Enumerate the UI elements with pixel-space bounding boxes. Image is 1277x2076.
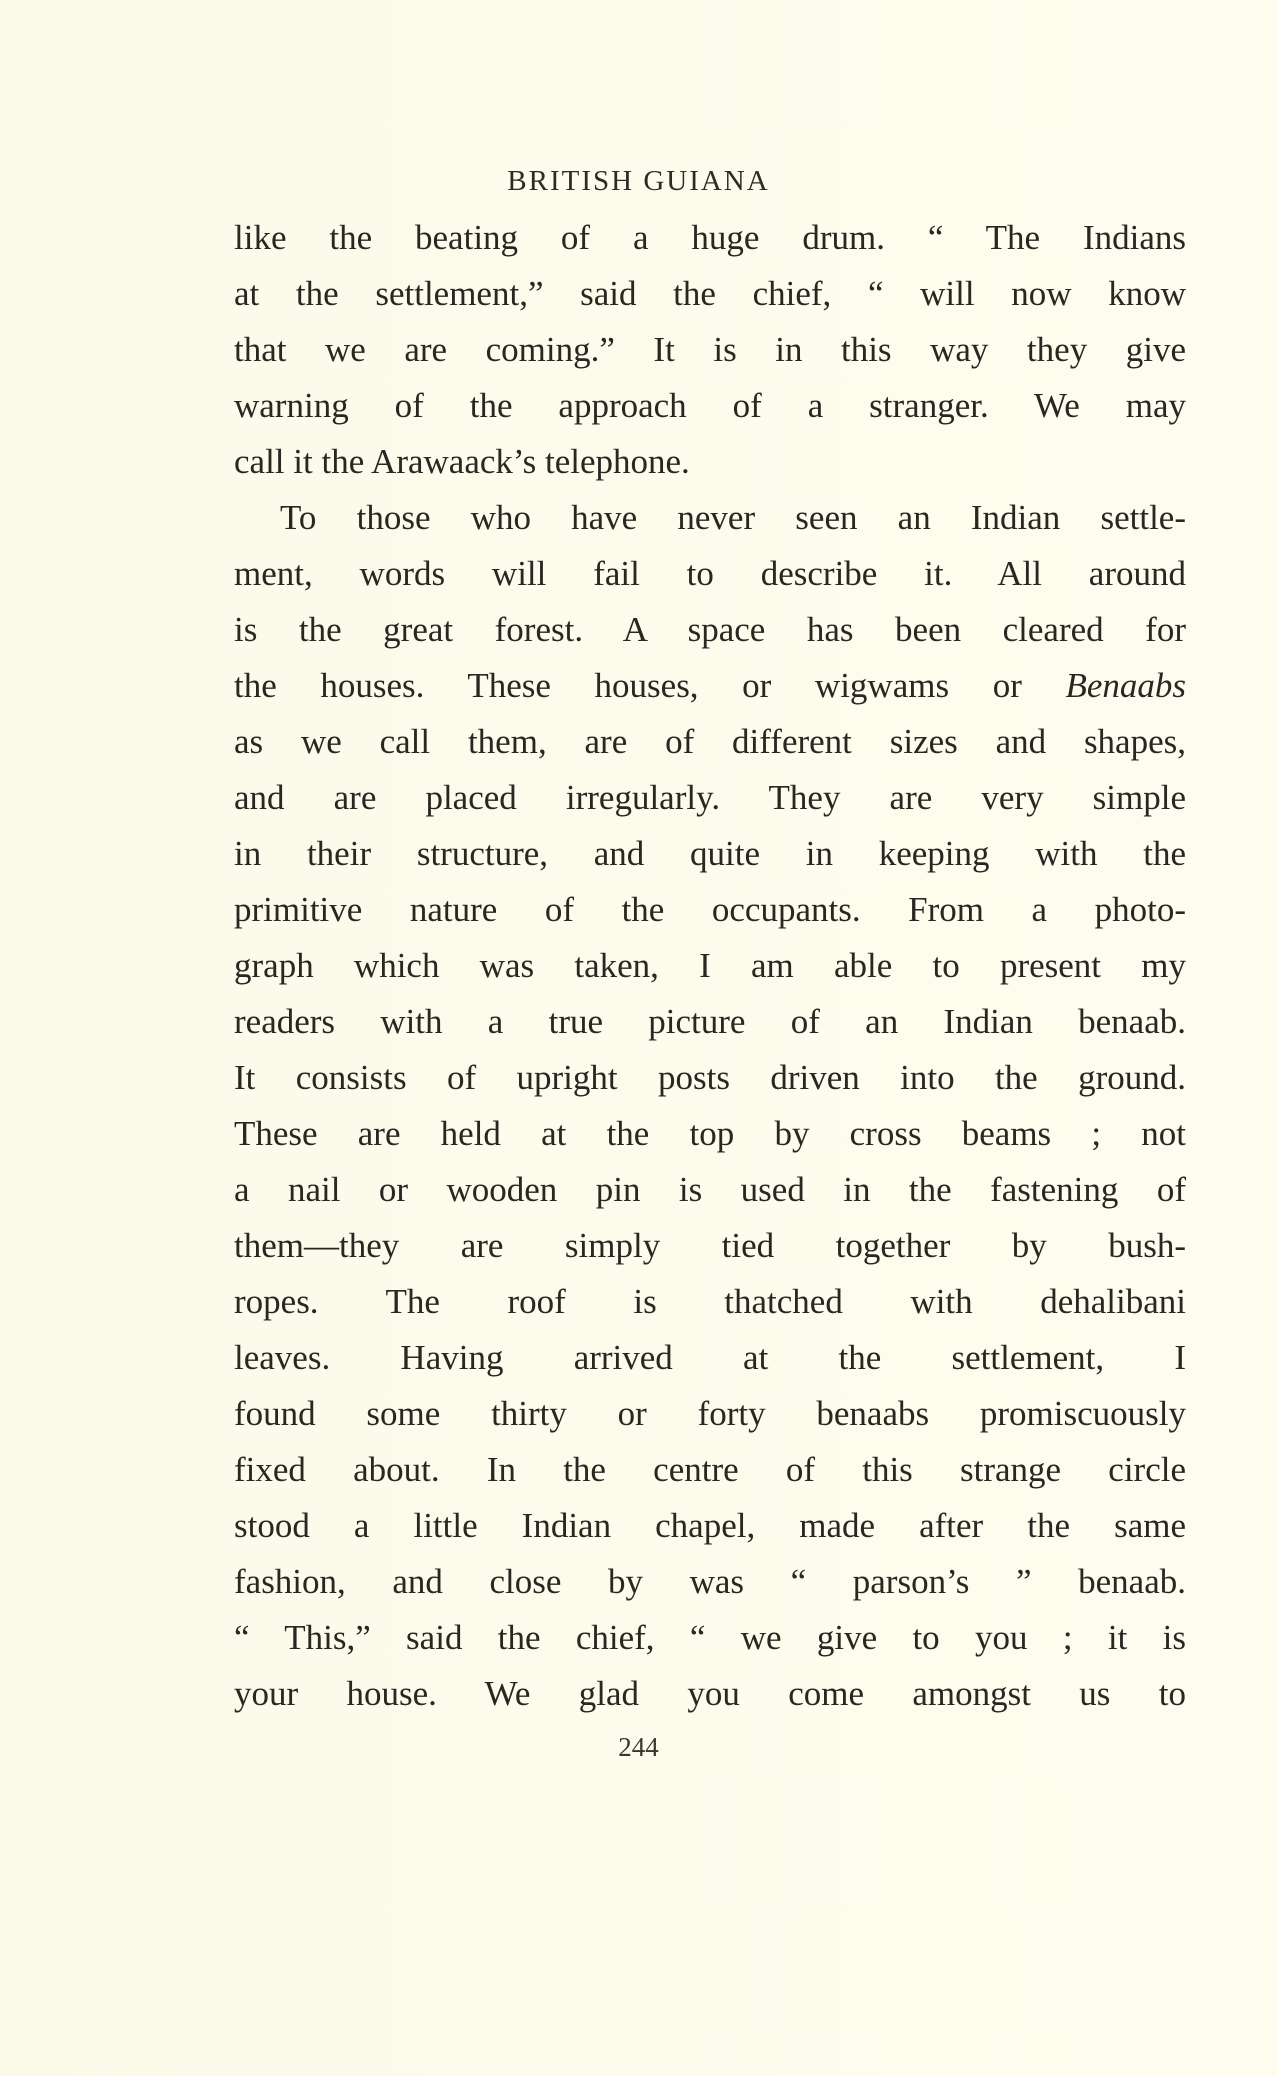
- text-line: call it the Arawaack’s telephone.: [234, 442, 690, 481]
- text-line: leaves. Having arrived at the settlement, I: [234, 1338, 1186, 1377]
- text-line: the houses. These houses, or wigwams or Benaabs: [234, 666, 1186, 705]
- text-line: like the beating of a huge drum. “ The Indians: [234, 218, 1186, 257]
- text-line: graph which was taken, I am able to present my: [234, 946, 1186, 985]
- body-text: [234, 210, 1186, 1722]
- text-line: ropes. The roof is thatched with dehalibani: [234, 1282, 1186, 1321]
- text-line: primitive nature of the occupants. From a photo-: [234, 890, 1186, 929]
- text-line: found some thirty or forty benaabs promiscuously: [234, 1394, 1186, 1433]
- text-line: It consists of upright posts driven into the ground.: [234, 1058, 1186, 1097]
- text-line: To those who have never seen an Indian settle-: [280, 498, 1186, 537]
- text-line: a nail or wooden pin is used in the fastening of: [234, 1170, 1186, 1209]
- text-line: as we call them, are of different sizes and shapes,: [234, 722, 1186, 761]
- text-line: and are placed irregularly. They are very simple: [234, 778, 1186, 817]
- text-line: warning of the approach of a stranger. We may: [234, 386, 1186, 425]
- text-line: readers with a true picture of an Indian benaab.: [234, 1002, 1186, 1041]
- text-line: These are held at the top by cross beams ; not: [234, 1114, 1186, 1153]
- page-number: 244: [618, 1732, 659, 1762]
- text-line: at the settlement,” said the chief, “ will now know: [234, 274, 1186, 313]
- text-line: them—they are simply tied together by bush-: [234, 1226, 1186, 1265]
- text-line: in their structure, and quite in keeping with the: [234, 834, 1186, 873]
- text-line: “ This,” said the chief, “ we give to you ; it is: [234, 1618, 1186, 1657]
- text-line: is the great forest. A space has been cleared for: [234, 610, 1186, 649]
- text-line: fashion, and close by was “ parson’s ” benaab.: [234, 1562, 1186, 1601]
- text-line: ment, words will fail to describe it. All around: [234, 554, 1186, 593]
- text-line: that we are coming.” It is in this way they give: [234, 330, 1186, 369]
- running-head: BRITISH GUIANA: [507, 165, 770, 197]
- text-line: your house. We glad you come amongst us to: [234, 1674, 1186, 1713]
- text-line: fixed about. In the centre of this strange circle: [234, 1450, 1186, 1489]
- text-line: stood a little Indian chapel, made after the same: [234, 1506, 1186, 1545]
- italic-word: Benaabs: [1065, 666, 1186, 705]
